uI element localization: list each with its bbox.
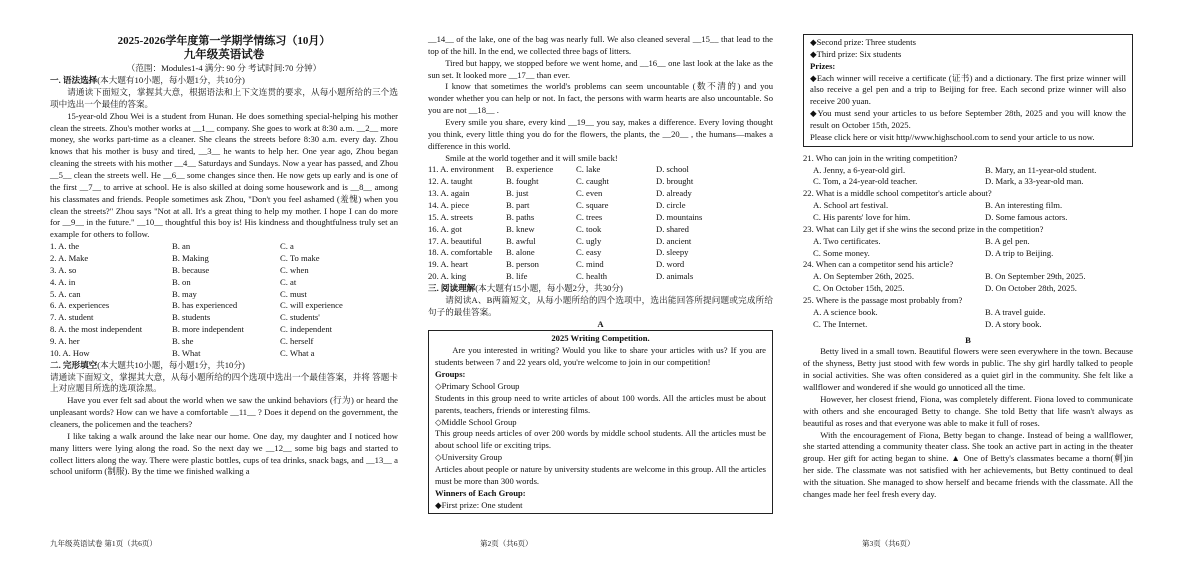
option-cell: B. knew [506,223,535,234]
passage-a-label: A [597,318,604,329]
option-cell: B. Making [172,252,209,263]
option-cell: C. herself [280,336,314,346]
option-cell: B. students [172,312,211,323]
option-cell: B. On September 29th, 2025. [985,271,1086,282]
question-options [803,200,1133,224]
second-prize: ◆Second prize: Three students [810,37,916,47]
passage-2-para: I know that sometimes the world's problems can seem uncountable (数不清的) and you wonder whether you can help or not. In fact, the persons with warm hearts are also uncountable. So you are not __18__ . [428,81,773,116]
option-cell: C. took [576,223,602,234]
option-cell: D. A trip to Beijing. [985,247,1054,258]
option-cell: B. because [172,264,210,275]
option-cell: 1. A. the [50,241,80,252]
passage-b-para: With the encouragement of Fiona, Betty began to change. Instead of being a wallflower, she started attending a community theater class. She took an active part in acting in the theater group. Her gift for acting began to shine. ▲ One of Betty's classmates became a thorn(刺)in her side. The classmate was not satisfied with her achievements, but Betty continued to deal with the situation. She managed to show herself and became friends with the classmate. All the changes made her feel fresh every day. [803,429,1133,499]
option-cell: B. alone [506,247,535,258]
option-cell: D. word [656,259,685,270]
option-cell: A. On September 26th, 2025. [813,271,914,282]
page-3 [803,34,1133,501]
option-cell: 15. A. streets [428,211,473,222]
option-cell: A. Two certificates. [813,235,881,246]
option-cell: D. ancient [656,235,692,246]
passage-2-para: Smile at the world together and it will smile back! [445,152,618,163]
question-stem: 25. Where is the passage most probably from? [803,295,963,306]
option-cell: 8. A. the most independent [50,324,143,335]
option-cell: C. when [280,264,309,275]
passage-b-para: Betty lived in a small town. Beautiful flowers were seen everywhere in the town. Because of the shyness, Betty just stood with few words in public. The shy girl hardly talked to people in social activities. She was often considered as a quiet girl in the community. She felt like a wallflower and wondered if she would go unnoticed all the time. [803,346,1133,393]
option-cell: C. a [280,241,294,252]
option-cell: A. A science book. [813,306,878,317]
passage-2-para: Every smile you share, every kind __19__ you say, makes a difference. Every loving thought you think, every little thing you do for the flowers, the plants, the __20__ , the humans—makes a difference in this world. [428,117,773,151]
exam-meta: （范围：Modules1-4 满分: 90 分 考试时间:70 分钟） [126,63,322,74]
options-2 [428,164,773,283]
passage-2-para: Tired but happy, we stopped before we went home, and __16__ one last look at the lake as the sun set. It looked more __17__ than ever. [428,57,773,80]
option-cell: A. Jenny, a 6-year-old girl. [813,164,906,175]
option-cell: B. What [172,347,201,358]
passage-2-para: Have you ever felt sad about the world when we saw the unkind behaviors (行为) or heard the unpleasant words? How can we have a comfortable __11__ ? Does it depend on the government, the cleaners, the policemen and the teachers? [50,395,398,430]
option-cell: B. awful [506,235,536,246]
option-cell: 20. A. king [428,271,467,282]
option-cell: B. an [172,241,191,252]
option-cell: D. On October 28th, 2025. [985,283,1077,294]
option-cell: B. has experienced [172,300,238,311]
option-cell: D. school [656,164,689,175]
option-cell: 4. A. in [50,276,76,287]
option-cell: C. To make [280,252,320,263]
prizes-label: Prizes: [810,60,836,71]
option-cell: B. A travel guide. [985,306,1046,317]
click-text: Please click here or visit http//www.highschool.com to send your article to us now. [810,131,1095,142]
option-cell: B. on [172,276,191,287]
first-prize: ◆First prize: One student [435,499,523,510]
option-cell: 2. A. Make [50,252,89,263]
option-cell: B. experience [506,164,554,175]
option-cell: C. On October 15th, 2025. [813,283,905,294]
group-text: Articles about people or nature by university students are welcome in this group. All the articles must be more than 300 words. [435,463,766,486]
group-title: ◇University Group [435,452,502,463]
option-cell: 9. A. her [50,336,80,346]
option-cell: C. lake [576,164,601,175]
option-cell: C. His parents' love for him. [813,212,911,223]
group-title: ◇Middle School Group [435,416,517,427]
exam-subtitle: 九年级英语试卷 [183,49,265,62]
option-cell: B. A gel pen. [985,235,1030,246]
option-cell: D. mountains [656,211,703,222]
option-cell: 11. A. environment [428,164,495,175]
option-cell: C. at [280,276,297,287]
option-cell: C. students' [280,312,320,323]
option-cell: C. Tom, a 24-year-old teacher. [813,176,918,187]
option-cell: C. will experience [280,300,343,311]
section-1-heading: 一. 语法选择(本大题有10小题，每小题1分，共10分) [50,75,245,86]
prizes-text: ◆Each winner will receive a certificate (证书) and a dictionary. The first prize winner will also receive a gel pen and a trip to Beijing for free. Each second prize winner will also receive 200 yuan. [810,72,1126,107]
competition-box [428,330,773,514]
option-cell: B. person [506,259,539,270]
option-cell: C. easy [576,247,602,258]
option-cell: D. Some famous actors. [985,212,1068,223]
option-cell: C. square [576,200,609,211]
section-3-heading: 三. 阅读理解(本大题有15小题，每小题2分，共30分) [428,283,623,294]
competition-intro: Are you interested in writing? Would you like to share your articles with us? If you are students between 7 and 22 years old, you're welcome to join in our competition! [435,345,766,368]
option-cell: 16. A. got [428,223,462,234]
question-stem: 24. When can a competitor send his article? [803,259,954,270]
page-2 [428,34,773,514]
option-cell: C. What a [280,347,315,358]
option-cell: C. caught [576,176,609,187]
option-cell: B. An interesting film. [985,200,1063,211]
option-cell: 18. A. comfortable [428,247,493,258]
question-options [803,165,1133,189]
passage-b-para: However, her closest friend, Fiona, was completely different. Fiona loved to communicate with others and she encouraged Betty to change. She told Betty that life wasn't always as beautiful as roses and that everyone was able to make it full of roses. [803,393,1133,428]
option-cell: B. just [506,188,529,199]
option-cell: C. must [280,288,307,299]
questions-21-25 [803,153,1133,331]
exam-title: 2025-2026学年度第一学期学情练习（10月） [117,35,331,47]
option-cell: C. trees [576,211,603,222]
option-cell: A. School art festival. [813,200,889,211]
passage-2-para: __14__ of the lake, one of the bag was nearly full. We also cleaned several __15__ that lead to the top of the hill. In the end, we collected three bags of litters. [428,34,773,56]
section-1-instructions: 请通读下面短文，掌握其大意，根据语法和上下文连贯的要求，从每小题所给的三个选项中选出一个最佳的答案。 [50,86,398,109]
option-cell: D. sleepy [656,247,689,258]
option-cell: B. part [506,200,530,211]
passage-1: 15-year-old Zhou Wei is a student from Hunan. He does something special-helping his mother clean the streets. Zhou's mother works at __1__ company. She goes to work at 8:30 a.m. __2__ more money, she works part-time as a cleaner. She cleans the streets before 8:30 a.m. every day. Zhou knows that his mother is busy and tired, __3__ he wants to help her. One year ago, Zhou began cleaning the streets with his mother __4__ Saturdays and Sundays. Now a year has passed, and Zhou __5__ clean the streets well. He __6__ some changes since then. He now gets up early and is one of the first __7__ to arrive at school. He is also skilled at doing some housework and is __8__ among his classmates and friends. People sometimes ask Zhou, "Don't you feel ashamed (羞愧) when you clean the streets?" Zhou says "Not at all. It's a great thing to help my mother. I hope I can do more for __9__ in the future." __10__ thoughtful this boy is! His kindness and thoughtfulness truly set an example for others to follow. [50,110,398,240]
option-cell: B. Mary, an 11-year-old student. [985,164,1097,175]
option-cell: 17. A. beautiful [428,235,482,246]
groups-label: Groups: [435,369,466,380]
question-stem: 22. What is a middle school competitor's article about? [803,188,992,199]
option-cell: C. ugly [576,235,602,246]
option-cell: D. already [656,188,692,199]
option-cell: B. life [506,271,528,282]
question-stem: 23. What can Lily get if she wins the second prize in the competition? [803,223,1044,234]
prizes-box [803,34,1133,147]
third-prize: ◆Third prize: Six students [810,48,902,59]
option-cell: 19. A. heart [428,259,469,270]
option-cell: C. health [576,271,608,282]
option-cell: C. independent [280,324,333,335]
option-cell: D. circle [656,200,686,211]
winners-label: Winners of Each Group: [435,487,526,498]
option-cell: C. mind [576,259,604,270]
group-text: Students in this group need to write articles of about 100 words. All the articles must be about parents, teachers, friends or interesting films. [435,392,766,415]
option-cell: B. more independent [172,324,244,335]
page-footer: 第3页（共6页） [862,539,915,548]
option-cell: B. she [172,336,194,346]
option-cell: 5. A. can [50,288,81,299]
option-cell: B. paths [506,211,535,222]
option-cell: 3. A. so [50,264,77,275]
option-cell: B. may [172,288,197,299]
option-cell: D. A story book. [985,318,1042,329]
question-options [803,271,1133,295]
section-2-instructions: 请通读下面短文，掌握其大意，从每小题所给的四个选项中选出一个最佳答案，并将 答题卡上对应题目所选的选项涂黑。 [50,371,398,394]
question-options [803,307,1133,331]
section-3-instructions: 请阅读A、B两篇短文，从每小题所给的四个选项中，选出能回答所提问题或完成所给句子的最佳答案。 [428,294,773,317]
option-cell: D. Mark, a 33-year-old man. [985,176,1084,187]
page-1 [50,34,398,478]
page-footer: 九年级英语试卷 第1页（共6页） [50,539,157,548]
passage-2-para: I like taking a walk around the lake near our home. One day, my daughter and I noticed how many litters were lying along the road. So the next day we __12__ some big bags and started to collect litters along the way. There were plastic bottles, cups of tea drinks, snack bags, and __13__ a school uniform (制服). By the time we finished walking a [50,430,398,477]
option-cell: 10. A. How [50,347,90,358]
option-cell: 13. A. again [428,188,470,199]
page-footer: 第2页（共6页） [480,539,533,548]
option-cell: C. The Internet. [813,318,868,329]
group-text: This group needs articles of over 200 words by middle school students. All the articles must be about school life or exciting trips. [435,428,766,451]
option-cell: 14. A. piece [428,200,470,211]
options-1 [50,241,398,360]
question-options [803,236,1133,260]
option-cell: B. fought [506,176,539,187]
section-2-heading: 二. 完形填空(本大题共10小题，每小题1分，共10分) [50,359,245,370]
option-cell: D. shared [656,223,689,234]
option-cell: C. Some money. [813,247,870,258]
send-text: ◆You must send your articles to us before September 28th, 2025 and you will know the result on October 15th, 2025. [810,108,1126,131]
option-cell: 6. A. experiences [50,300,110,311]
option-cell: 7. A. student [50,312,94,323]
passage-b-label: B [965,334,971,345]
option-cell: D. animals [656,271,694,282]
option-cell: 12. A. taught [428,176,473,187]
competition-title: 2025 Writing Competition. [551,333,650,344]
option-cell: D. brought [656,176,694,187]
question-stem: 21. Who can join in the writing competition? [803,152,958,163]
option-cell: C. even [576,188,603,199]
group-title: ◇Primary School Group [435,380,520,391]
